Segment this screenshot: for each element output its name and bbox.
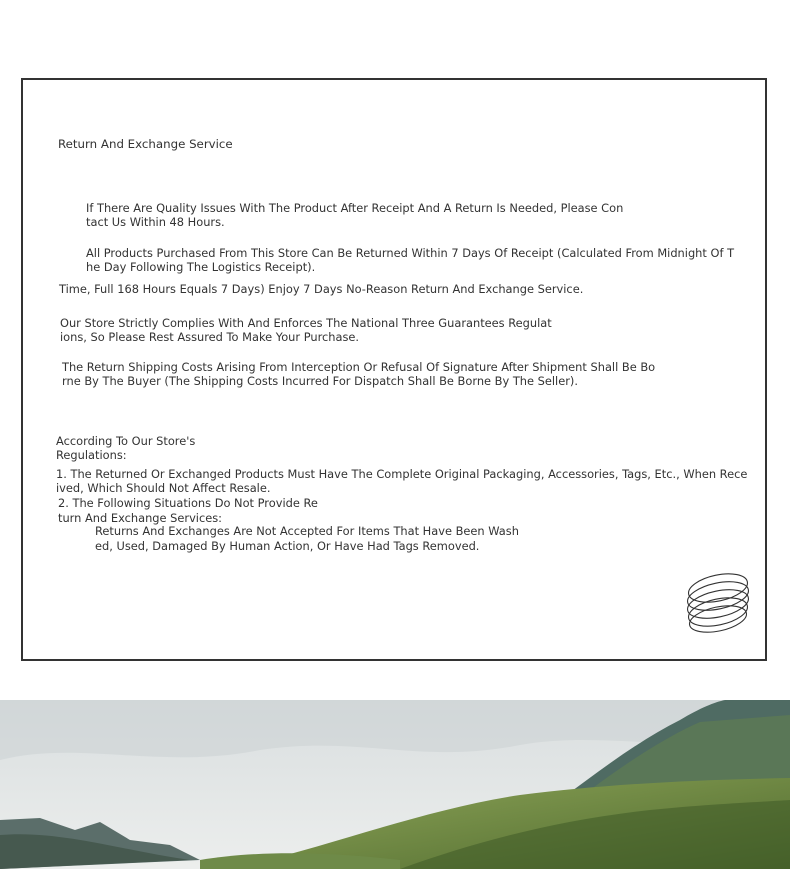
notice-paragraph-line: All Products Purchased From This Store Can Be Returned Within 7 Days Of Receipt (Calculated From Midnight Of T bbox=[86, 246, 735, 260]
regulations-heading: According To Our Store's bbox=[56, 434, 196, 448]
regulations-heading: Regulations: bbox=[56, 448, 127, 462]
regulation-item: 1. The Returned Or Exchanged Products Must Have The Complete Original Packaging, Accessories, Tags, Etc., When Rece bbox=[56, 467, 748, 481]
notice-paragraph-line: he Day Following The Logistics Receipt). bbox=[86, 260, 316, 274]
landscape-image bbox=[0, 700, 790, 869]
notice-paragraph-line: The Return Shipping Costs Arising From Interception Or Refusal Of Signature After Shipment Shall Be Bo bbox=[62, 360, 656, 374]
rings-icon bbox=[683, 570, 753, 636]
notice-paragraph-line: tact Us Within 48 Hours. bbox=[86, 215, 225, 229]
regulation-subitem: ed, Used, Damaged By Human Action, Or Have Had Tags Removed. bbox=[95, 539, 480, 553]
regulation-item: turn And Exchange Services: bbox=[58, 511, 223, 525]
notice-paragraph-line: If There Are Quality Issues With The Product After Receipt And A Return Is Needed, Please Con bbox=[86, 201, 624, 215]
notice-paragraph-line: Our Store Strictly Complies With And Enforces The National Three Guarantees Regulat bbox=[60, 316, 552, 330]
notice-title: Return And Exchange Service bbox=[58, 137, 233, 151]
regulation-item: ived, Which Should Not Affect Resale. bbox=[56, 481, 271, 495]
notice-paragraph-line: rne By The Buyer (The Shipping Costs Incurred For Dispatch Shall Be Borne By The Seller). bbox=[62, 374, 578, 388]
notice-paragraph-line: ions, So Please Rest Assured To Make Your Purchase. bbox=[60, 330, 360, 344]
regulation-item: 2. The Following Situations Do Not Provide Re bbox=[58, 496, 318, 510]
notice-paragraph-line: Time, Full 168 Hours Equals 7 Days) Enjoy 7 Days No-Reason Return And Exchange Service. bbox=[59, 282, 584, 296]
regulation-subitem: Returns And Exchanges Are Not Accepted For Items That Have Been Wash bbox=[95, 524, 519, 538]
